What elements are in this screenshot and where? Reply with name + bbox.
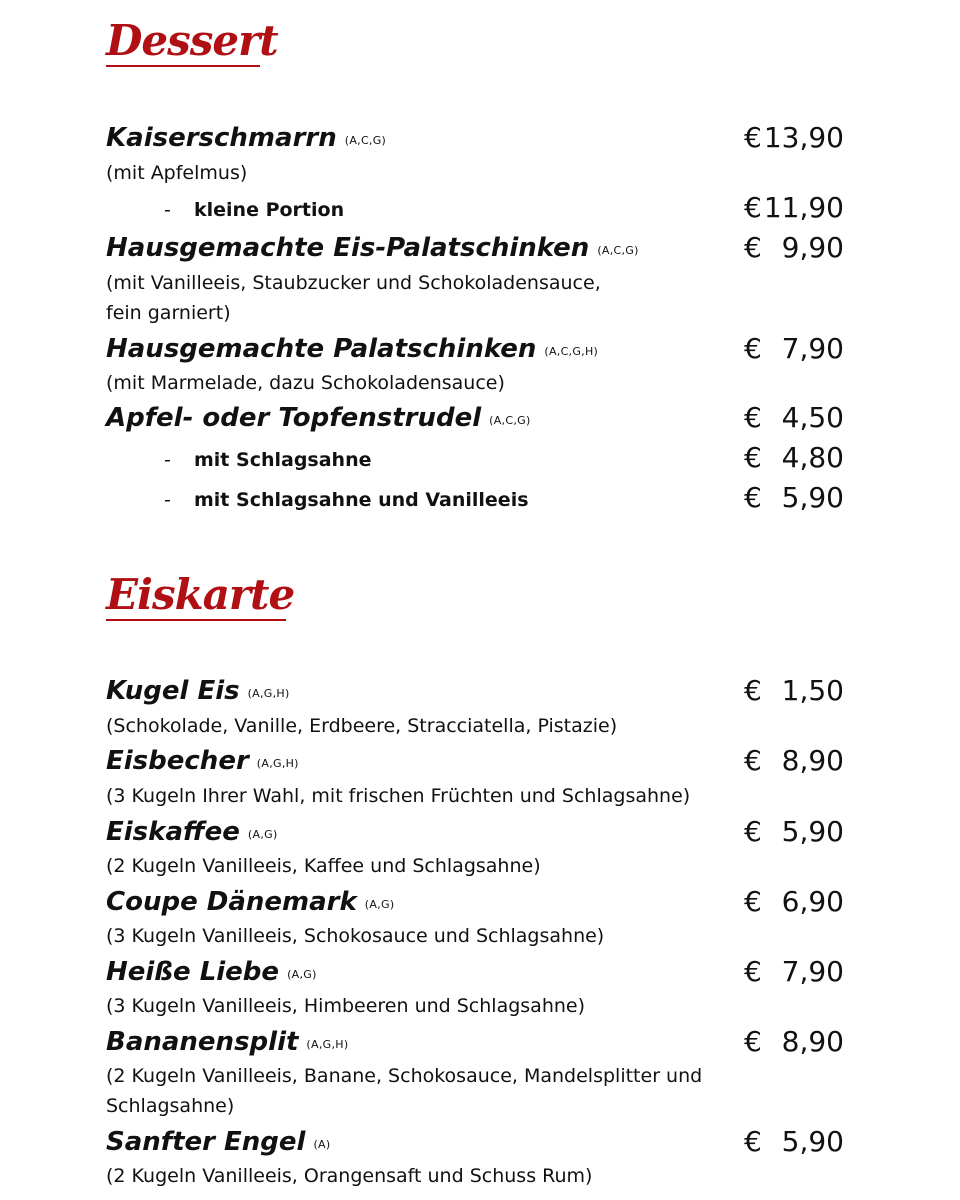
menu-item-price: € 6,90: [744, 885, 844, 918]
menu-item-description: (3 Kugeln Vanilleeis, Himbeeren und Schlagsahne): [106, 995, 586, 1017]
menu-item-description: (mit Vanilleeis, Staubzucker und Schokoladensauce, fein garniert): [106, 272, 601, 324]
currency-symbol: €: [744, 481, 762, 514]
menu-item-name: Coupe Dänemark (A,G): [106, 887, 395, 917]
sub-item-label: mit Schlagsahne und Vanilleeis: [194, 489, 529, 511]
allergen-codes: (A,C,G): [597, 244, 639, 257]
currency-symbol: €: [744, 121, 762, 154]
menu-item-price: € 9,90: [744, 231, 844, 264]
sub-item-label: kleine Portion: [194, 199, 345, 221]
currency-symbol: €: [744, 744, 762, 777]
currency-symbol: €: [744, 441, 762, 474]
currency-symbol: €: [744, 332, 762, 365]
menu-item-description: (mit Apfelmus): [106, 162, 248, 184]
menu-item-name: Hausgemachte Eis-Palatschinken (A,C,G): [106, 233, 639, 263]
sub-item-dash: -: [164, 199, 171, 221]
sub-item-dash: -: [164, 449, 171, 471]
menu-item-price: € 7,90: [744, 332, 844, 365]
eiskarte-title-underline: [106, 619, 286, 621]
menu-item-name: Eisbecher (A,G,H): [106, 746, 299, 776]
sub-item-dash: -: [164, 489, 171, 511]
eiskarte-title: Eiskarte: [106, 570, 295, 619]
currency-symbol: €: [744, 401, 762, 434]
menu-item-description: (Schokolade, Vanille, Erdbeere, Stracciatella, Pistazie): [106, 715, 618, 737]
menu-item-price: € 1,50: [744, 674, 844, 707]
currency-symbol: €: [744, 955, 762, 988]
sub-item-price: € 11,90: [744, 191, 844, 224]
dessert-title: Dessert: [106, 16, 278, 65]
allergen-codes: (A,G): [247, 828, 278, 841]
menu-item-name: Kaiserschmarrn (A,C,G): [106, 123, 387, 153]
menu-item-price: € 8,90: [744, 744, 844, 777]
allergen-codes: (A,G,H): [256, 757, 299, 770]
menu-item-price: € 13,90: [744, 121, 844, 154]
currency-symbol: €: [744, 815, 762, 848]
currency-symbol: €: [744, 1125, 762, 1158]
menu-item-name: Apfel- oder Topfenstrudel (A,C,G): [106, 403, 531, 433]
menu-item-description: (2 Kugeln Vanilleeis, Orangensaft und Schuss Rum): [106, 1165, 593, 1187]
sub-item-label: mit Schlagsahne: [194, 449, 372, 471]
menu-item-description: (mit Marmelade, dazu Schokoladensauce): [106, 372, 505, 394]
allergen-codes: (A,C,G): [344, 134, 387, 147]
allergen-codes: (A,G): [287, 968, 317, 981]
menu-item-description: (2 Kugeln Vanilleeis, Banane, Schokosauce, Mandelsplitter und Schlagsahne): [106, 1065, 703, 1117]
menu-item-price: € 8,90: [744, 1025, 844, 1058]
menu-item-name: Kugel Eis (A,G,H): [106, 676, 290, 706]
menu-item-price: € 5,90: [744, 1125, 844, 1158]
menu-item-description: (2 Kugeln Vanilleeis, Kaffee und Schlagsahne): [106, 855, 541, 877]
menu-item-description: (3 Kugeln Ihrer Wahl, mit frischen Früchten und Schlagsahne): [106, 785, 691, 807]
currency-symbol: €: [744, 1025, 762, 1058]
menu-item-description: (3 Kugeln Vanilleeis, Schokosauce und Schlagsahne): [106, 925, 605, 947]
menu-item-price: € 7,90: [744, 955, 844, 988]
sub-item-price: € 5,90: [744, 481, 844, 514]
menu-item-price: € 4,50: [744, 401, 844, 434]
currency-symbol: €: [744, 231, 762, 264]
menu-item-price: € 5,90: [744, 815, 844, 848]
allergen-codes: (A,C,G): [489, 414, 531, 427]
currency-symbol: €: [744, 885, 762, 918]
menu-item-name: Hausgemachte Palatschinken (A,C,G,H): [106, 334, 599, 364]
allergen-codes: (A): [313, 1138, 331, 1151]
allergen-codes: (A,G,H): [306, 1038, 349, 1051]
menu-item-name: Bananensplit (A,G,H): [106, 1027, 349, 1057]
menu-item-name: Eiskaffee (A,G): [106, 817, 278, 847]
menu-item-name: Sanfter Engel (A): [106, 1127, 331, 1157]
menu-item-name: Heiße Liebe (A,G): [106, 957, 317, 987]
allergen-codes: (A,G): [364, 898, 395, 911]
allergen-codes: (A,G,H): [247, 687, 290, 700]
currency-symbol: €: [744, 191, 762, 224]
allergen-codes: (A,C,G,H): [544, 345, 599, 358]
dessert-title-underline: [106, 65, 260, 67]
currency-symbol: €: [744, 674, 762, 707]
sub-item-price: € 4,80: [744, 441, 844, 474]
